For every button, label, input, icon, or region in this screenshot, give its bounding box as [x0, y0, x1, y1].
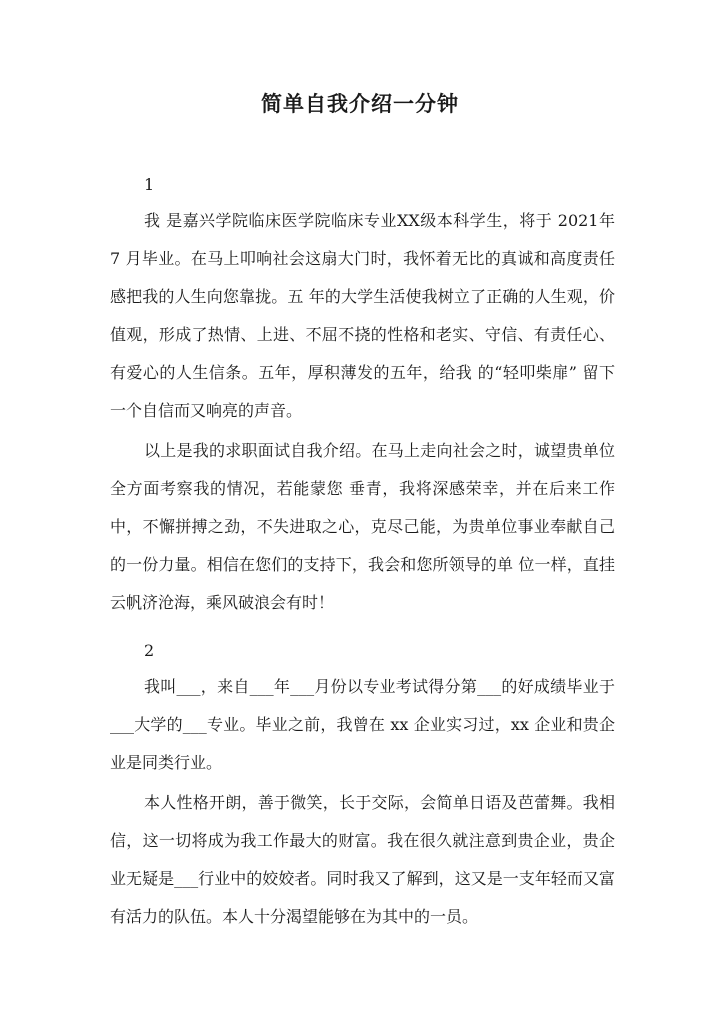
section-number: 1 — [144, 175, 155, 194]
section-spacer — [110, 624, 615, 636]
document-title: 简单自我介绍一分钟 — [261, 91, 459, 116]
paragraph: 我 是嘉兴学院临床医学院临床专业XX级本科学生，将于 2021年 7 月毕业。在马上叩响社会这扇大门时，我怀着无比的真诚和高度责任感把我的人生向您靠拢。五 年的大学生活使我树立了正确的人生观，价值观，形成了热情、上进、不屈不挠的性格和老实、守信、有责任心、有爱心的人生信条。五年，厚积薄发的五年，给我 的“轻叩柴扉” 留下一个自信而又响亮的声音。 — [110, 211, 615, 420]
section-1 — [110, 170, 615, 622]
paragraph: 我叫___，来自___年___月份以专业考试得分第___的好成绩毕业于___大学的___专业。毕业之前，我曾在 xx 企业实习过，xx 企业和贵企业是同类行业。 — [110, 677, 615, 772]
section-2 — [110, 636, 615, 936]
paragraph: 以上是我的求职面试自我介绍。在马上走向社会之时，诚望贵单位全方面考察我的情况，若能蒙您 垂青，我将深感荣幸，并在后来工作中，不懈拼搏之劲，不失进取之心，克尽己能，为贵单位事业奉献自己的一份力量。相信在您们的支持下，我会和您所领导的单 位一样，直挂云帆济沧海，乘风破浪会有时！ — [110, 441, 615, 612]
paragraph: 本人性格开朗，善于微笑，长于交际，会简单日语及芭蕾舞。我相信，这一切将成为我工作最大的财富。我在很久就注意到贵企业，贵企业无疑是___行业中的姣姣者。同时我又了解到，这又是一支年轻而又富有活力的队伍。本人十分渴望能够在为其中的一员。 — [110, 793, 615, 926]
section-number: 2 — [144, 641, 155, 660]
document-body — [110, 170, 615, 938]
